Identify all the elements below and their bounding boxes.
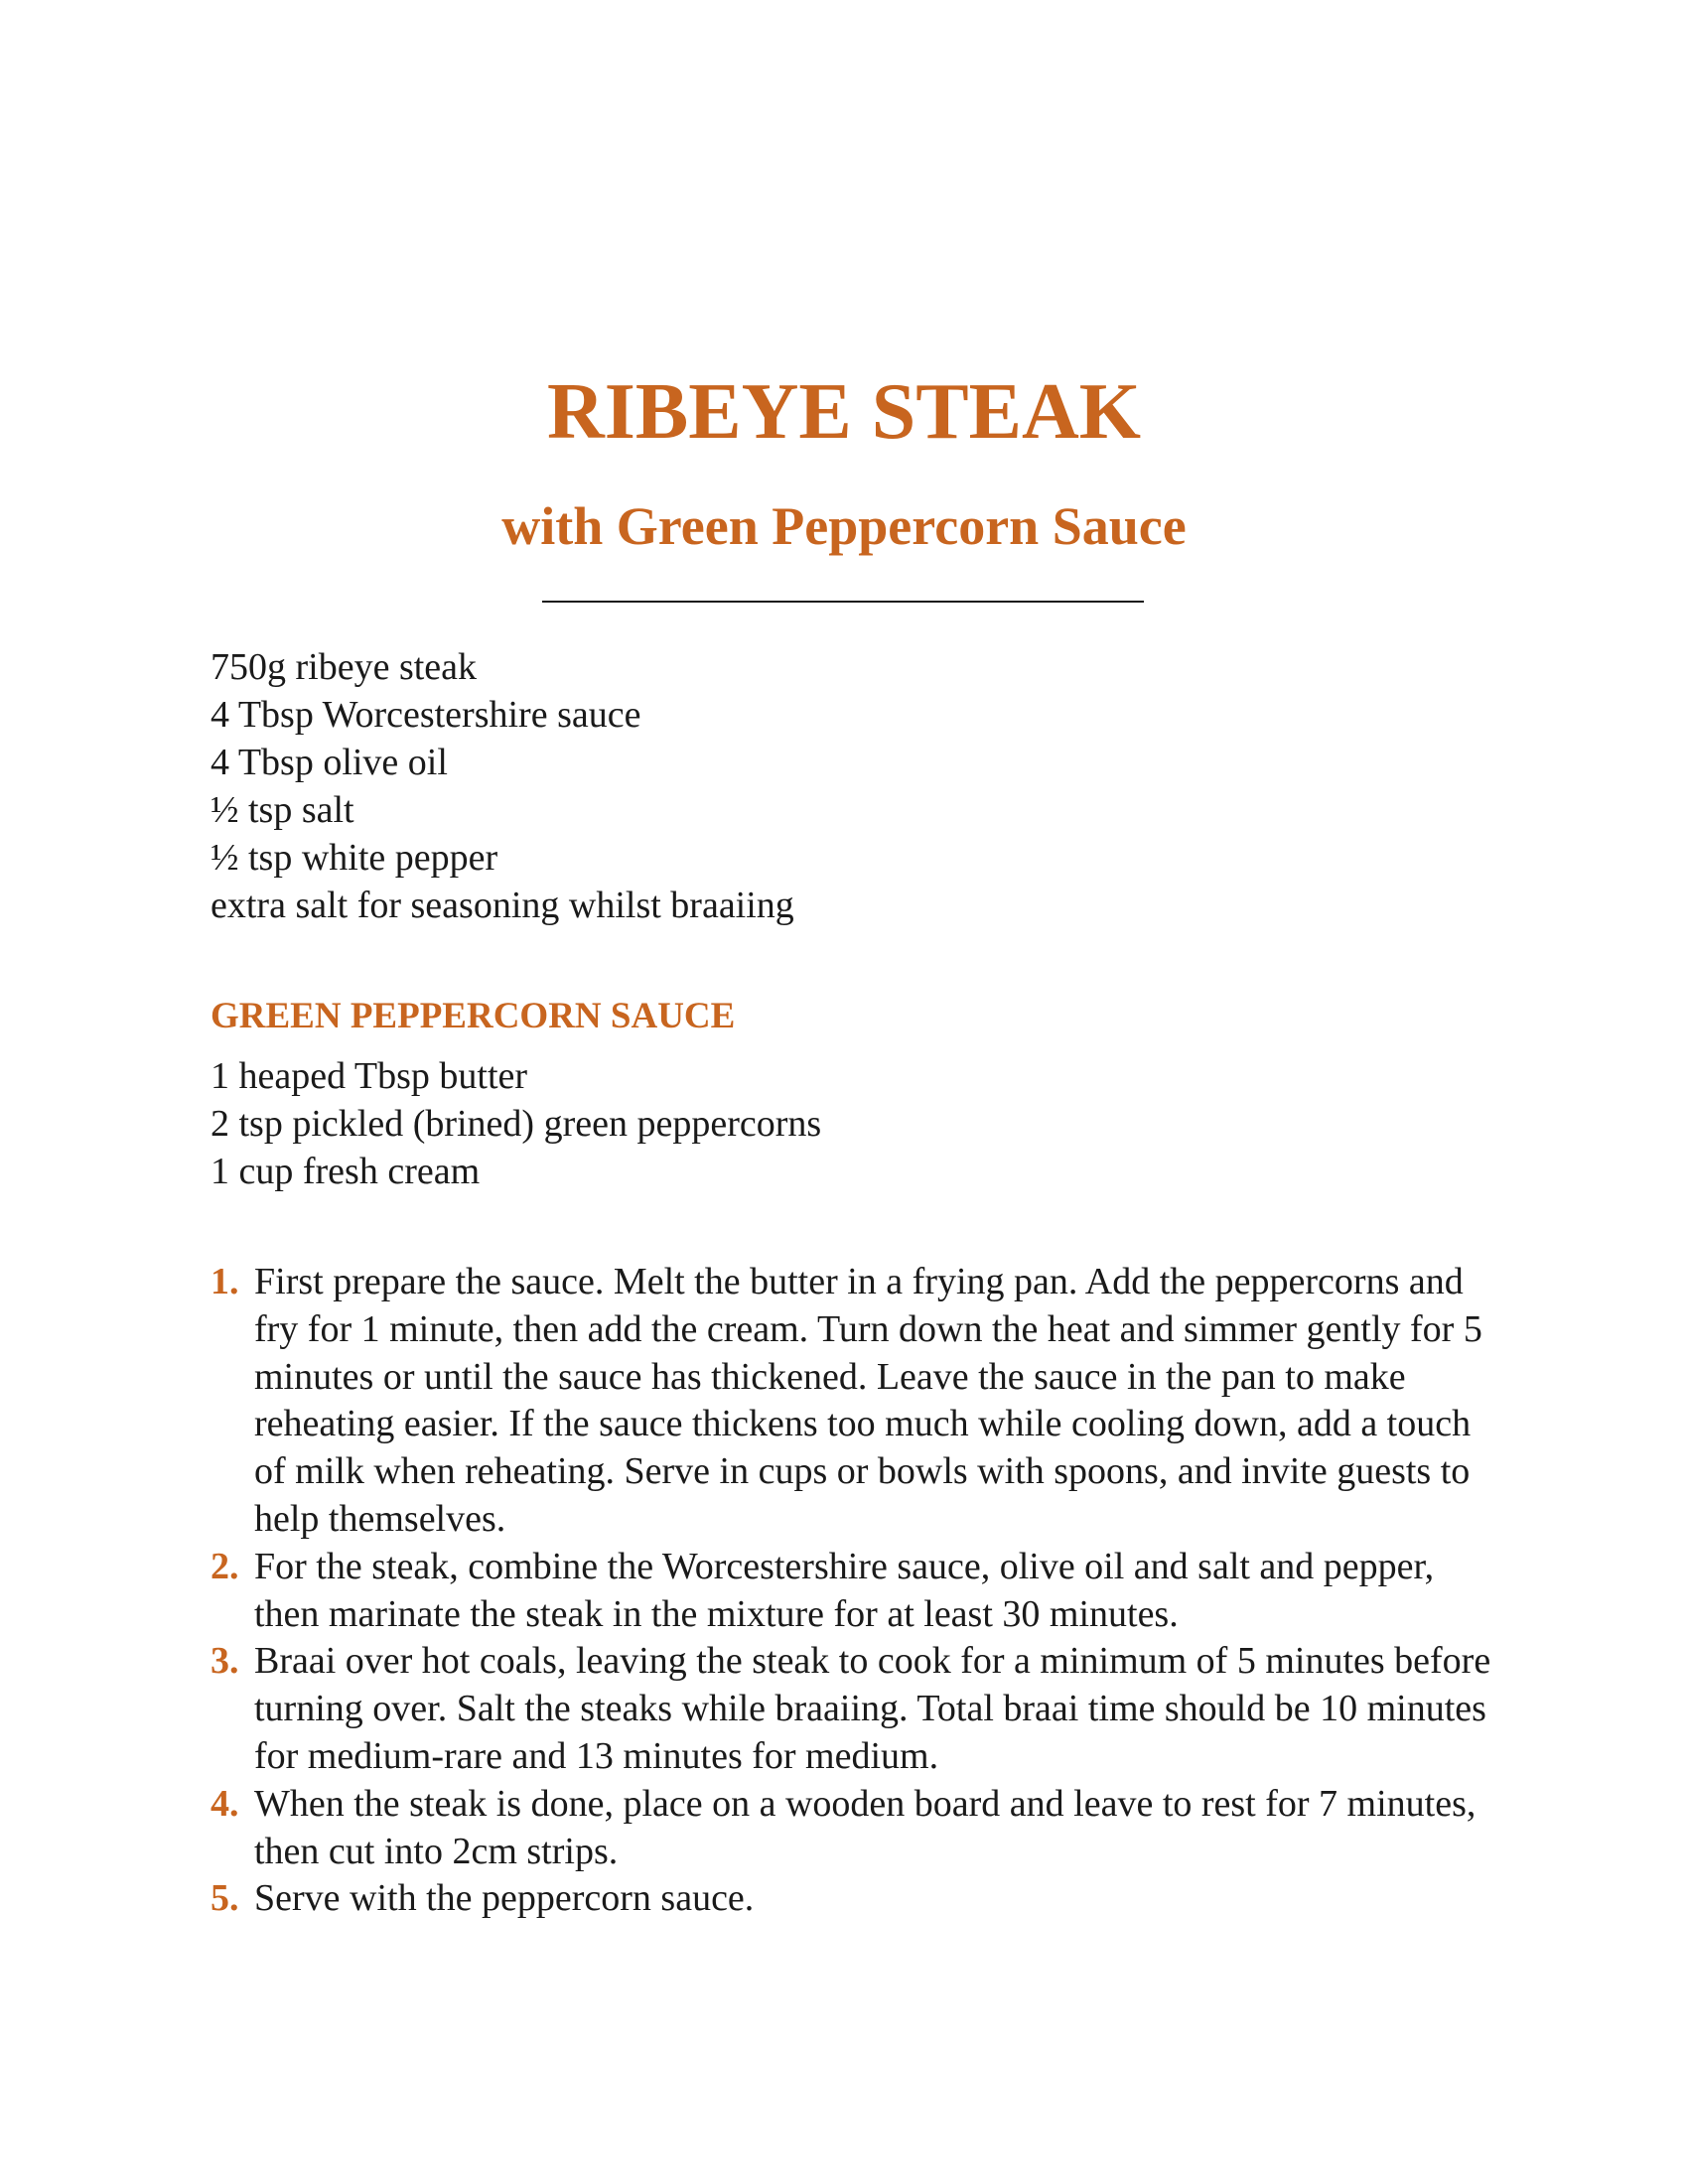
ingredient-item: 750g ribeye steak <box>211 646 478 688</box>
sauce-ingredient-item: 1 heaped Tbsp butter <box>211 1055 528 1097</box>
sauce-heading: GREEN PEPPERCORN SAUCE <box>211 996 736 1036</box>
method-steps <box>211 1259 1491 1923</box>
ingredient-list <box>211 643 794 929</box>
ingredient-item: ½ tsp salt <box>211 789 354 831</box>
sauce-ingredient-item: 2 tsp pickled (brined) green peppercorns <box>211 1103 822 1145</box>
method-step <box>211 1875 1491 1923</box>
step-text: For the steak, combine the Worcestershire sauce, olive oil and salt and pepper, then marinate the steak in the mixture for at least 30 minutes. <box>254 1545 1435 1635</box>
step-number: 4. <box>211 1782 239 1825</box>
step-text: Serve with the peppercorn sauce. <box>254 1877 755 1920</box>
method-step <box>211 1259 1491 1544</box>
recipe-title: RIBEYE STEAK <box>547 368 1141 456</box>
step-number: 2. <box>211 1545 239 1587</box>
method-step <box>211 1544 1491 1639</box>
sauce-ingredient-item: 1 cup fresh cream <box>211 1151 481 1192</box>
method-step <box>211 1781 1491 1876</box>
ingredient-item: 4 Tbsp Worcestershire sauce <box>211 694 641 736</box>
step-number: 5. <box>211 1877 239 1920</box>
step-text: When the steak is done, place on a wooden board and leave to rest for 7 minutes, then cut into 2cm strips. <box>254 1782 1477 1872</box>
ingredient-item: extra salt for seasoning whilst braaiing <box>211 885 794 926</box>
step-text: Braai over hot coals, leaving the steak to cook for a minimum of 5 minutes before turning over. Salt the steaks while braaiing. Total braai time should be 10 minutes for medium-rare and 13 minutes for medium. <box>254 1640 1491 1777</box>
ingredient-item: 4 Tbsp olive oil <box>211 742 448 783</box>
method-step <box>211 1638 1491 1780</box>
step-number: 1. <box>211 1261 239 1302</box>
step-text: First prepare the sauce. Melt the butter in a frying pan. Add the peppercorns and fry for 1 minute, then add the cream. Turn down the heat and simmer gently for 5 minutes or until the sauce has thickened. Leave the sauce in the pan to make reheating easier. If the sauce thickens too much while cooling down, add a touch of milk when reheating. Serve in cups or bowls with spoons, and invite guests to help themselves. <box>254 1261 1482 1540</box>
ingredient-item: ½ tsp white pepper <box>211 837 498 879</box>
sauce-ingredient-list <box>211 1052 821 1195</box>
recipe-subtitle: with Green Peppercorn Sauce <box>501 496 1187 556</box>
title-divider <box>542 601 1144 603</box>
step-number: 3. <box>211 1640 239 1683</box>
